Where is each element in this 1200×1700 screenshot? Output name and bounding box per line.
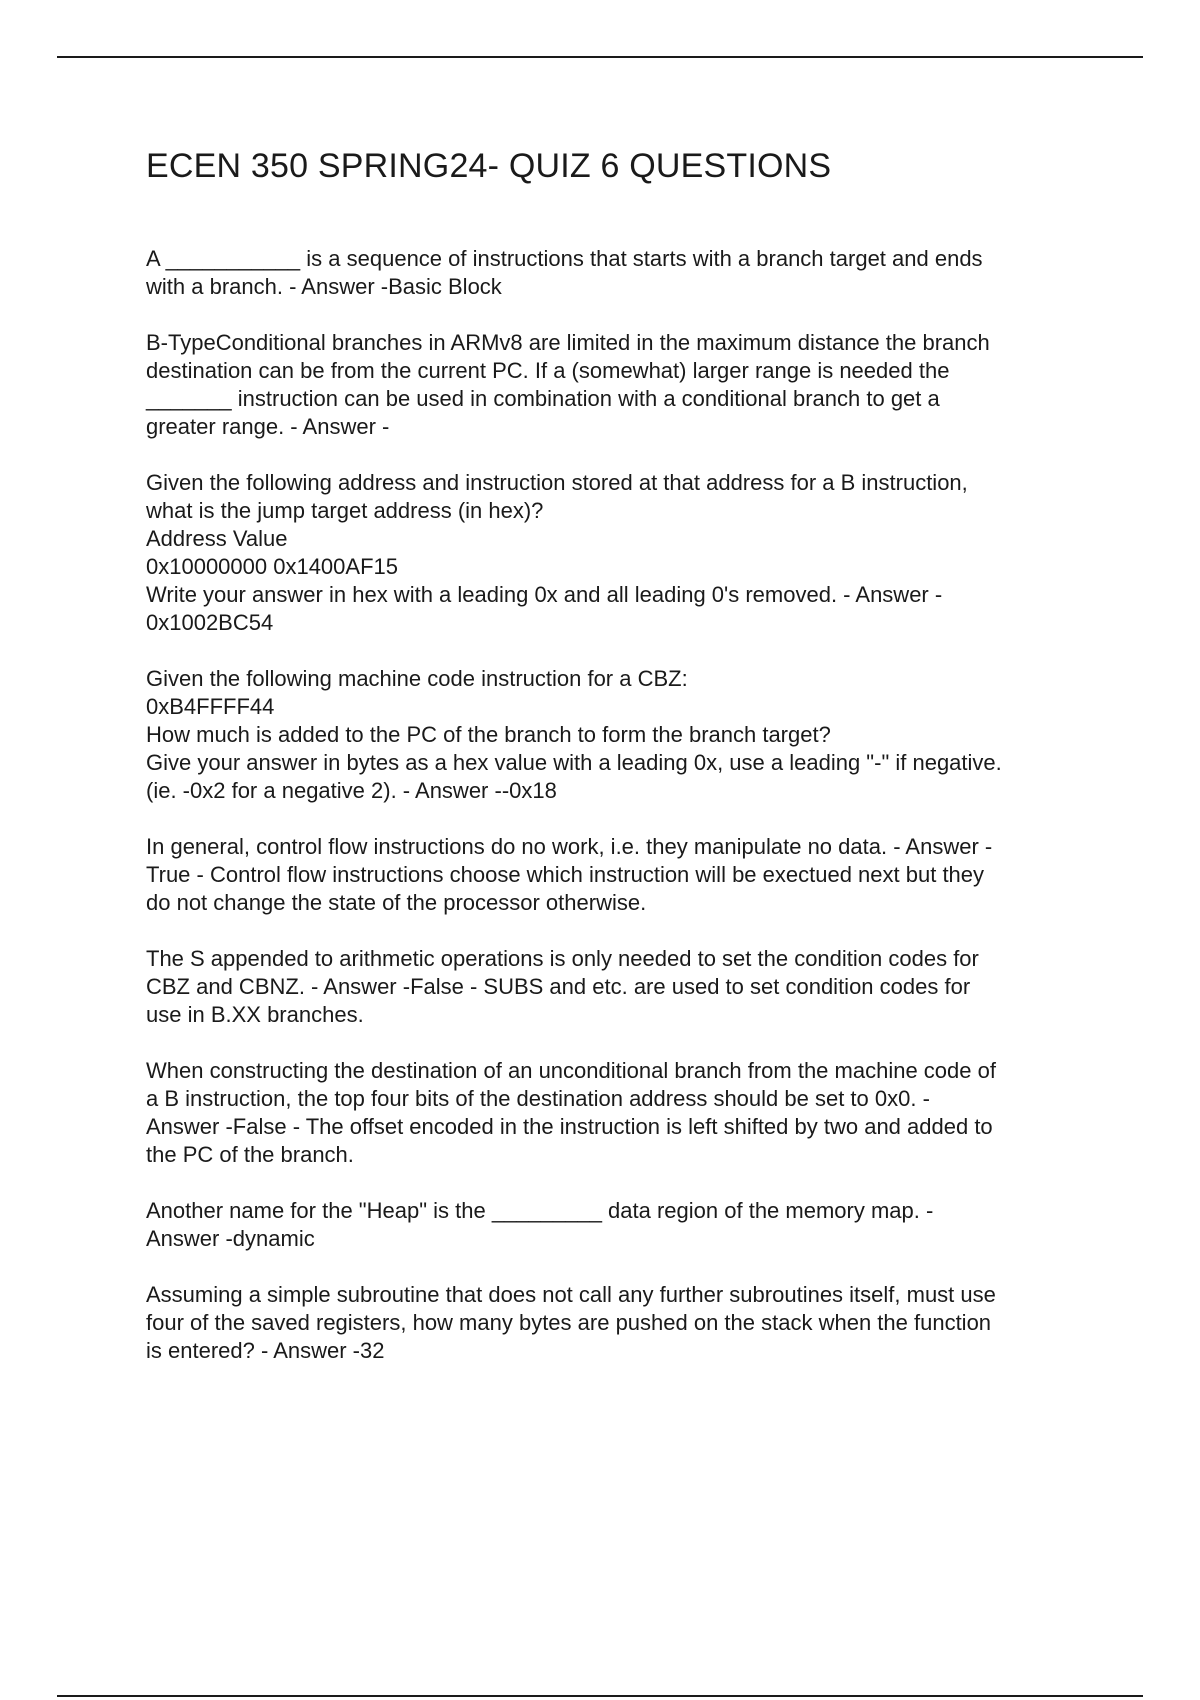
document-title: ECEN 350 SPRING24- QUIZ 6 QUESTIONS xyxy=(146,147,832,185)
question-answer-4: Given the following machine code instruction for a CBZ: 0xB4FFFF44 How much is added to the PC of the branch to form the branch target? Give your answer in bytes as a hex value with a leading 0x, use a leading "-" if negative. (ie. -0x2 for a negative 2). - Answer --0x18 xyxy=(146,666,1002,803)
bottom-rule xyxy=(57,1695,1143,1697)
question-answer-5: In general, control flow instructions do no work, i.e. they manipulate no data. - Answer - True - Control flow instructions choose which instruction will be exectued next but they do not change the state of the processor otherwise. xyxy=(146,834,993,915)
question-answer-3: Given the following address and instruction stored at that address for a B instruction, what is the jump target address (in hex)? Address Value 0x10000000 0x1400AF15 Write your answer in hex with a leading 0x and all leading 0's removed. - Answer - 0x1002BC54 xyxy=(146,470,968,635)
question-answer-7: When constructing the destination of an unconditional branch from the machine code of a B instruction, the top four bits of the destination address should be set to 0x0. - Answer -False - The offset encoded in the instruction is left shifted by two and added to the PC of the branch. xyxy=(146,1058,996,1167)
question-answer-1: A ___________ is a sequence of instructions that starts with a branch target and ends with a branch. - Answer -Basic Block xyxy=(146,246,983,299)
question-answer-6: The S appended to arithmetic operations is only needed to set the condition codes for CBZ and CBNZ. - Answer -False - SUBS and etc. are used to set condition codes for use in B.XX branches. xyxy=(146,946,979,1027)
top-rule xyxy=(57,56,1143,58)
question-answer-2: B-TypeConditional branches in ARMv8 are limited in the maximum distance the branch destination can be from the current PC. If a (somewhat) larger range is needed the _______ instruction can be used in combination with a conditional branch to get a greater range. - Answer - xyxy=(146,330,990,439)
document-body xyxy=(146,142,1096,1393)
question-answer-8: Another name for the "Heap" is the _________ data region of the memory map. - Answer -dynamic xyxy=(146,1198,934,1251)
question-answer-9: Assuming a simple subroutine that does not call any further subroutines itself, must use four of the saved registers, how many bytes are pushed on the stack when the function is entered? - Answer -32 xyxy=(146,1282,996,1363)
